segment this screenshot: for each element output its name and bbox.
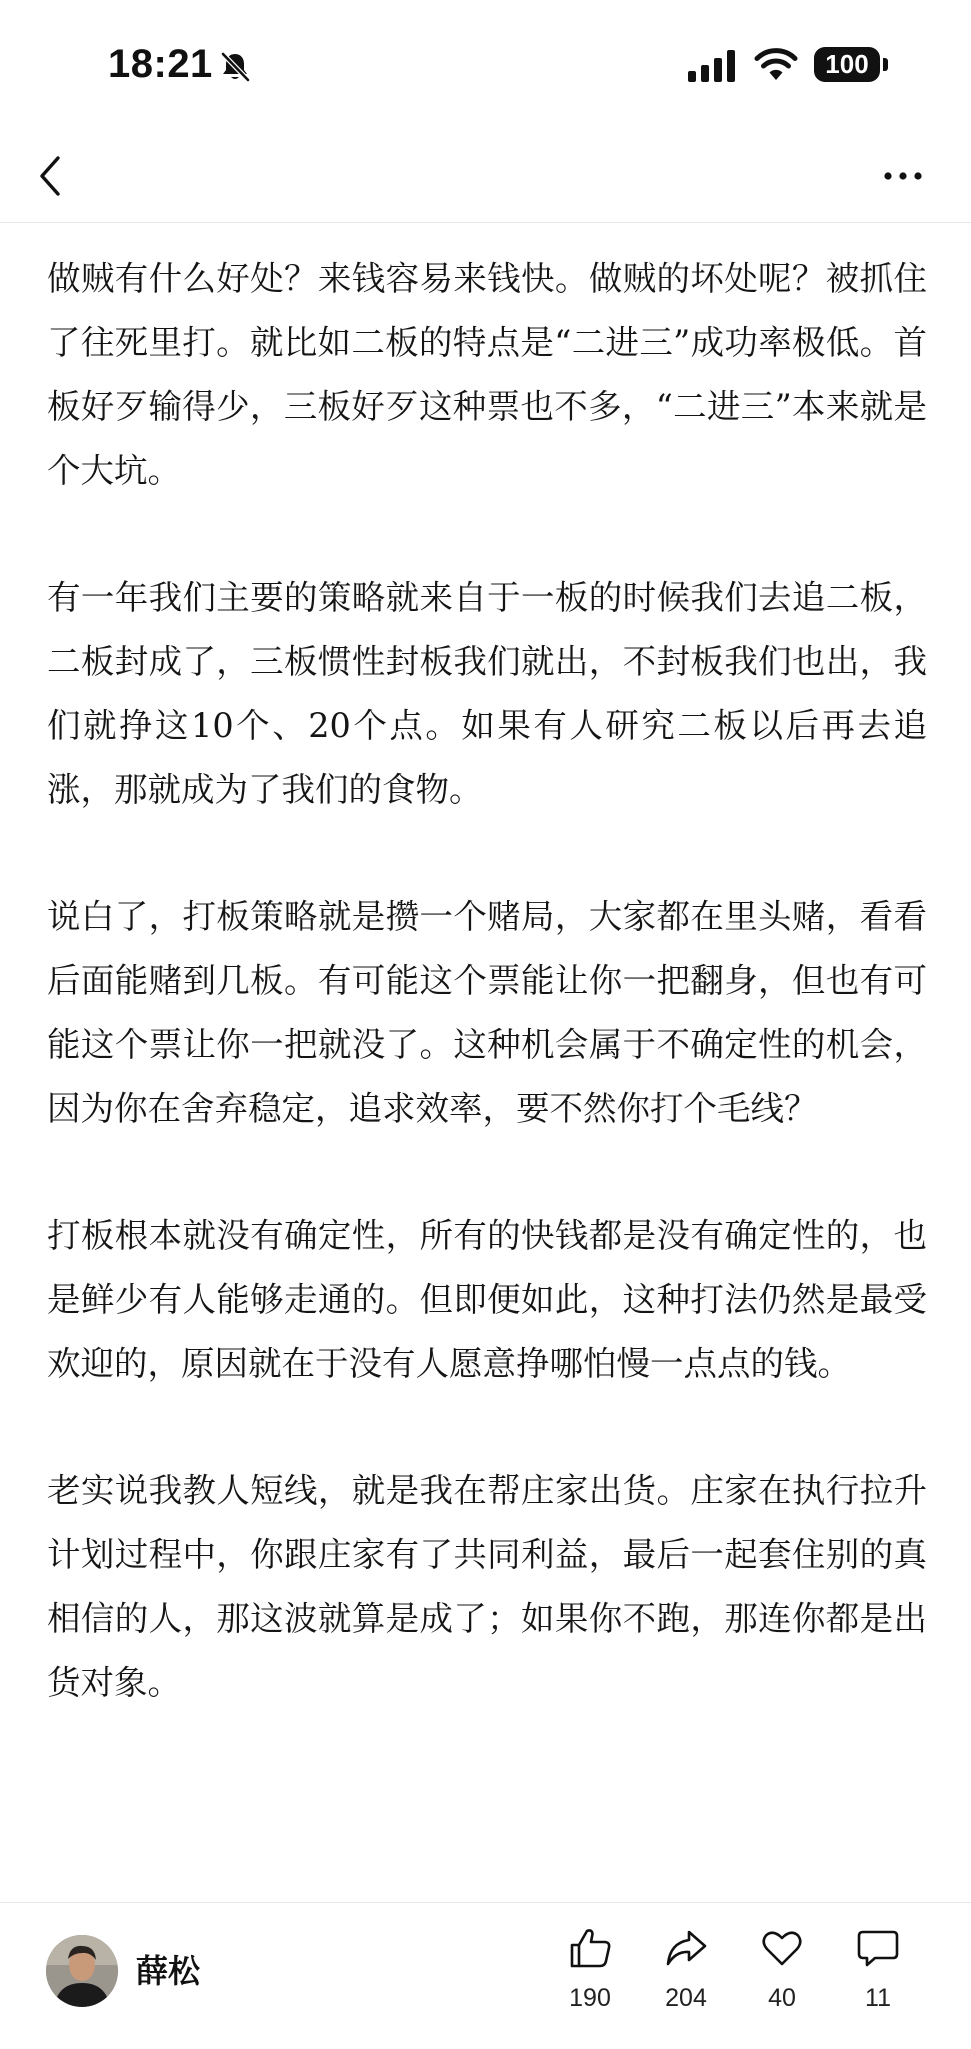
comment-count: 11 bbox=[865, 1984, 891, 2012]
share-button[interactable] bbox=[641, 1925, 731, 2035]
battery-icon bbox=[814, 47, 880, 82]
author-avatar[interactable] bbox=[46, 1935, 118, 2007]
status-time: 18:21 bbox=[108, 42, 213, 86]
article-paragraph: 做贼有什么好处？来钱容易来钱快。做贼的坏处呢？被抓住了往死里打。就比如二板的特点是“二进三”成功率极低。首板好歹输得少，三板好歹这种票也不多，“二进三”本来就是个大坑。 bbox=[47, 259, 927, 490]
article-body bbox=[47, 247, 927, 1778]
share-count: 204 bbox=[665, 1984, 707, 2012]
status-bar bbox=[0, 0, 971, 132]
more-button[interactable] bbox=[880, 154, 930, 194]
favorite-button[interactable] bbox=[737, 1925, 827, 2035]
signal-icon bbox=[688, 50, 736, 82]
ellipsis-icon bbox=[880, 154, 930, 194]
article-paragraph: 说白了，打板策略就是攒一个赌局，大家都在里头赌，看看后面能赌到几板。有可能这个票能让你一把翻身，但也有可能这个票让你一把就没了。这种机会属于不确定性的机会，因为你在舍弃稳定，追求效率，要不然你打个毛线？ bbox=[47, 897, 927, 1128]
comment-button[interactable] bbox=[833, 1925, 923, 2035]
like-button[interactable] bbox=[545, 1925, 635, 2035]
comment-bubble-icon bbox=[855, 1925, 901, 1971]
battery-cap bbox=[883, 58, 888, 71]
bottom-action-bar bbox=[0, 1902, 971, 2049]
author-name[interactable]: 薛松 bbox=[136, 1952, 201, 1990]
article-paragraph: 打板根本就没有确定性，所有的快钱都是没有确定性的，也是鲜少有人能够走通的。但即便如此，这种打法仍然是最受欢迎的，原因就在于没有人愿意挣哪怕慢一点点的钱。 bbox=[47, 1216, 927, 1383]
heart-icon bbox=[759, 1925, 805, 1971]
avatar-photo bbox=[46, 1935, 118, 2007]
article-paragraph: 有一年我们主要的策略就来自于一板的时候我们去追二板，二板封成了，三板惯性封板我们就出，不封板我们也出，我们就挣这10个、20个点。如果有人研究二板以后再去追涨，那就成为了我们的食物。 bbox=[47, 578, 927, 809]
favorite-count: 40 bbox=[768, 1984, 796, 2012]
bell-muted-icon bbox=[218, 50, 252, 84]
back-button[interactable] bbox=[30, 146, 80, 206]
nav-bar bbox=[0, 132, 971, 223]
thumbs-up-icon bbox=[567, 1925, 613, 1971]
article-paragraph: 老实说我教人短线，就是我在帮庄家出货。庄家在执行拉升计划过程中，你跟庄家有了共同利益，最后一起套住别的真相信的人，那这波就算是成了；如果你不跑，那连你都是出货对象。 bbox=[47, 1471, 927, 1702]
chevron-left-icon bbox=[30, 146, 80, 206]
battery-level: 100 bbox=[825, 49, 869, 79]
like-count: 190 bbox=[569, 1984, 611, 2012]
share-arrow-icon bbox=[663, 1925, 709, 1971]
wifi-icon bbox=[754, 46, 798, 82]
